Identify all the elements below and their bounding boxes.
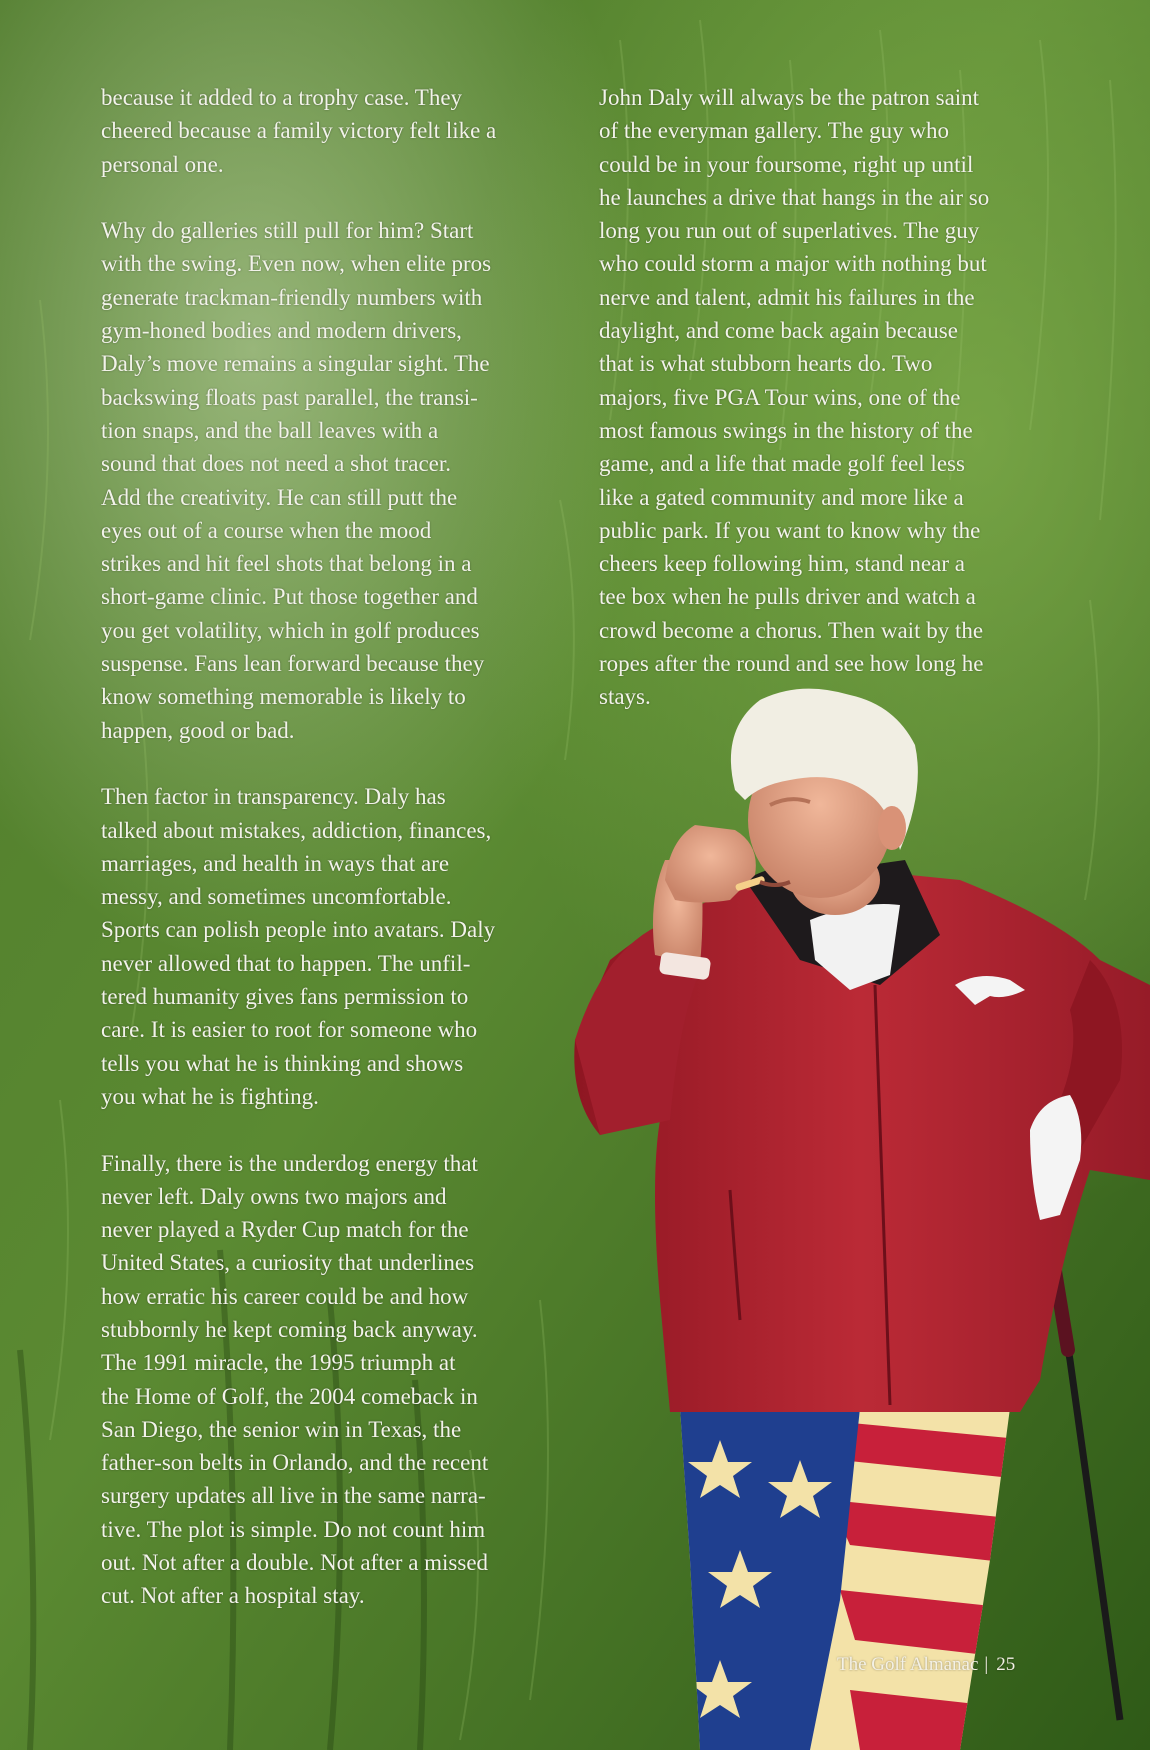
- left-paragraph-3: Then factor in transparency. Daly has talked about mistakes, addiction, finances, marriages, and health in ways that are messy, and sometimes uncomfortable. Sports can polish people into avatars. Daly never allowed that to happen. The unfil- tered humanity gives fans permission to care. It is easier to root for someone who tells you what he is thinking and shows you what he is fighting.: [101, 784, 496, 1109]
- footer-separator: |: [984, 1654, 989, 1675]
- left-paragraph-1: because it added to a trophy case. They cheered because a family victory felt like a personal one.: [101, 85, 497, 177]
- left-paragraph-2: Why do galleries still pull for him? Start with the swing. Even now, when elite pros generate trackman-friendly numbers with gym-honed bodies and modern drivers, Daly’s move remains a singular sight. The backswing floats past parallel, the transi- tion snaps, and the ball leaves with a sound that does not need a shot tracer. Add the creativity. He can still putt the eyes out of a course when the mood strikes and hit feel shots that belong in a short-game clinic. Put those together and you get volatility, which in golf produces suspense. Fans lean forward because they know something memorable is likely to happen, good or bad.: [101, 218, 492, 743]
- page-footer: [837, 1652, 1057, 1678]
- publication-name: The Golf Almanac: [837, 1654, 979, 1675]
- ear: [878, 806, 906, 850]
- left-paragraph-4: Finally, there is the underdog energy that never left. Daly owns two majors and never played a Ryder Cup match for the United States, a curiosity that underlines how erratic his career could be and how stubbornly he kept coming back anyway. The 1991 miracle, the 1995 triumph at the Home of Golf, the 2004 comeback in San Diego, the senior win in Texas, the father-son belts in Orlando, and the recent surgery updates all live in the same narra- tive. The plot is simple. Do not count him out. Not after a double. Not after a missed cut. Not after a hospital stay.: [101, 1150, 489, 1609]
- right-paragraph-1: John Daly will always be the patron saint of the everyman gallery. The guy who could be in your foursome, right up until he launches a drive that hangs in the air so long you run out of superlatives. The guy who could storm a major with nothing but nerve and talent, admit his failures in the daylight, and come back again because that is what stubborn hearts do. Two majors, five PGA Tour wins, one of the most famous swings in the history of the game, and a life that made golf feel less like a gated community and more like a public park. If you want to know why the cheers keep following him, stand near a tee box when he pulls driver and watch a crowd become a chorus. Then wait by the ropes after the round and see how long he stays.: [599, 85, 990, 710]
- left-text-column: [101, 81, 579, 1613]
- right-text-column: [599, 81, 1077, 714]
- page-number: 25: [996, 1654, 1016, 1675]
